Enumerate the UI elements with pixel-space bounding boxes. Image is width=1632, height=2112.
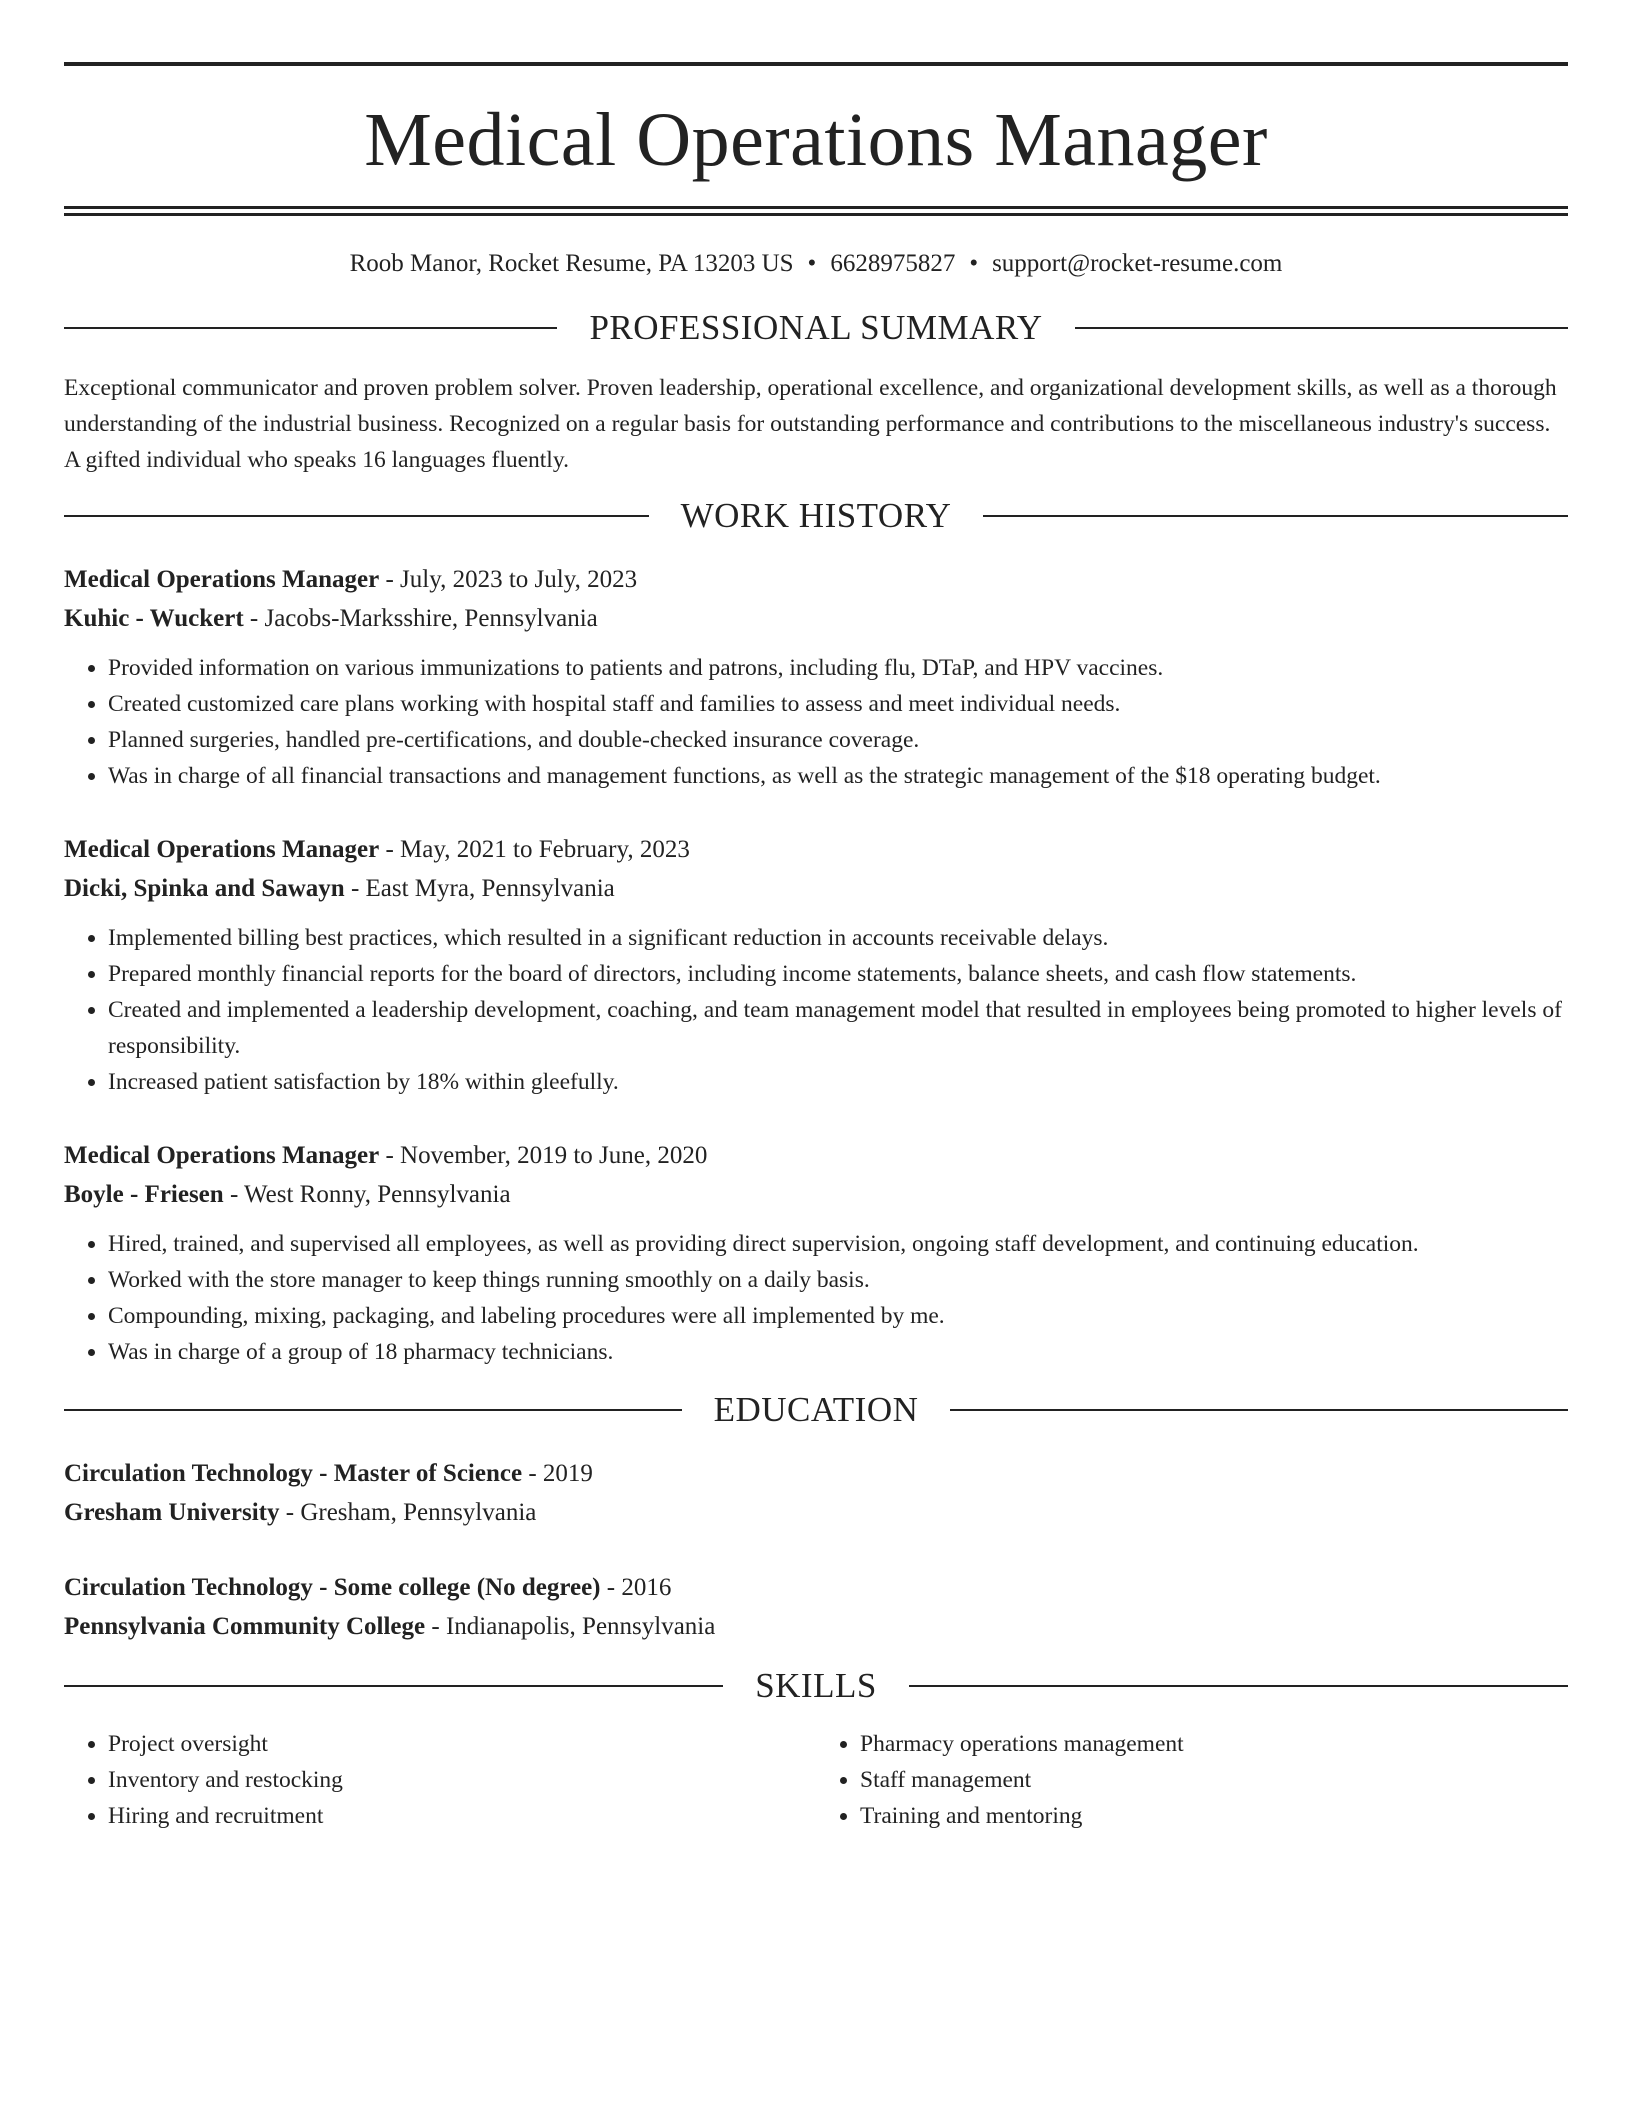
education-location: - Gresham, Pennsylvania — [279, 1499, 537, 1526]
heading-rule-right — [983, 515, 1568, 517]
skill-item: • Staff management — [860, 1762, 1568, 1798]
heading-rule-right — [1075, 327, 1568, 329]
job-bullet: • Worked with the store manager to keep things running smoothly on a daily basis. — [108, 1262, 1568, 1298]
education-degree-line — [64, 1454, 1568, 1493]
job-bullet: • Hired, trained, and supervised all employees, as well as providing direct supervision, ongoing staff development, and continuing education. — [108, 1226, 1568, 1262]
contact-phone: 6628975827 — [830, 250, 956, 277]
job-bullet: • Prepared monthly financial reports for the board of directors, including income statements, balance sheets, and cash flow statements. — [108, 956, 1568, 992]
heading-rule-left — [64, 1685, 723, 1687]
job-entry — [64, 560, 1568, 794]
contact-email: support@rocket-resume.com — [992, 250, 1283, 277]
job-entry — [64, 830, 1568, 1100]
heading-rule-left — [64, 515, 649, 517]
job-bullet: • Provided information on various immunizations to patients and patrons, including flu, DTaP, and HPV vaccines. — [108, 650, 1568, 686]
education-school: Gresham University — [64, 1499, 280, 1526]
summary-text: Exceptional communicator and proven problem solver. Proven leadership, operational excellence, and organizational development skills, as well as a thorough understanding of the industrial business. Recognized on a regular basis for outstanding performance and contributions to the miscellaneous industry's success. A gifted individual who speaks 16 languages fluently. — [64, 375, 1557, 473]
job-location: - Jacobs-Marksshire, Pennsylvania — [243, 605, 598, 632]
heading-rule-right — [909, 1685, 1568, 1687]
job-title: Medical Operations Manager — [64, 1142, 380, 1169]
header-double-rule — [64, 206, 1568, 216]
section-heading-skills — [64, 1666, 1568, 1706]
section-title-summary: PROFESSIONAL SUMMARY — [589, 308, 1043, 347]
education-degree: Circulation Technology - Master of Science — [64, 1460, 523, 1487]
job-dates: - November, 2019 to June, 2020 — [379, 1142, 708, 1169]
skills-bullets — [64, 1726, 816, 1834]
job-title: Medical Operations Manager — [64, 566, 380, 593]
job-bullet: • Created and implemented a leadership development, coaching, and team management model that resulted in employees being promoted to higher levels of responsibility. — [108, 992, 1568, 1064]
contact-line — [64, 250, 1568, 278]
education-school-line — [64, 1493, 1568, 1532]
section-heading-education — [64, 1390, 1568, 1430]
job-company: Boyle - Friesen — [64, 1181, 224, 1208]
job-title-line — [64, 830, 1568, 869]
job-bullets — [64, 1226, 1568, 1370]
education-degree: Circulation Technology - Some college (No degree) — [64, 1574, 601, 1601]
section-spacer — [64, 1370, 1568, 1390]
contact-address: Roob Manor, Rocket Resume, PA 13203 US — [349, 250, 794, 277]
job-bullet: • Planned surgeries, handled pre-certifications, and double-checked insurance coverage. — [108, 722, 1568, 758]
job-location: - West Ronny, Pennsylvania — [223, 1181, 511, 1208]
job-title-line — [64, 560, 1568, 599]
education-school-line — [64, 1607, 1568, 1646]
section-spacer — [64, 1646, 1568, 1666]
skill-item: • Hiring and recruitment — [108, 1798, 816, 1834]
heading-rule-left — [64, 327, 557, 329]
job-title-line — [64, 1136, 1568, 1175]
job-company: Kuhic - Wuckert — [64, 605, 244, 632]
education-degree-line — [64, 1568, 1568, 1607]
education-school: Pennsylvania Community College — [64, 1613, 426, 1640]
job-bullets — [64, 920, 1568, 1100]
job-title: Medical Operations Manager — [64, 836, 380, 863]
contact-separator: • — [969, 250, 979, 277]
education-location: - Indianapolis, Pennsylvania — [425, 1613, 716, 1640]
job-company-line — [64, 869, 1568, 908]
job-company-line — [64, 1175, 1568, 1214]
job-bullet: • Created customized care plans working with hospital staff and families to assess and meet individual needs. — [108, 686, 1568, 722]
job-bullets — [64, 650, 1568, 794]
job-bullet: • Was in charge of a group of 18 pharmacy technicians. — [108, 1334, 1568, 1370]
contact-separator: • — [807, 250, 817, 277]
heading-rule-right — [950, 1409, 1568, 1411]
skills-list — [64, 1726, 1568, 1834]
education-entry — [64, 1454, 1568, 1532]
job-bullet: • Compounding, mixing, packaging, and labeling procedures were all implemented by me. — [108, 1298, 1568, 1334]
job-company: Dicki, Spinka and Sawayn — [64, 875, 345, 902]
section-title-education: EDUCATION — [713, 1390, 919, 1429]
job-dates: - May, 2021 to February, 2023 — [379, 836, 690, 863]
candidate-name: Medical Operations Manager — [364, 98, 1268, 182]
section-heading-work-history — [64, 496, 1568, 536]
job-location: - East Myra, Pennsylvania — [344, 875, 615, 902]
skill-item: • Project oversight — [108, 1726, 816, 1762]
skills-column-right — [816, 1726, 1568, 1834]
education-year: - 2016 — [600, 1574, 672, 1601]
skills-column-left — [64, 1726, 816, 1834]
header-top-rule — [64, 62, 1568, 66]
job-entry — [64, 1136, 1568, 1370]
section-title-work-history: WORK HISTORY — [680, 496, 952, 535]
section-title-skills: SKILLS — [755, 1666, 877, 1705]
job-bullet: • Was in charge of all financial transactions and management functions, as well as the strategic management of the $18 operating budget. — [108, 758, 1568, 794]
skills-bullets — [816, 1726, 1568, 1834]
skill-item: • Pharmacy operations management — [860, 1726, 1568, 1762]
education-year: - 2019 — [522, 1460, 593, 1487]
skill-item: • Inventory and restocking — [108, 1762, 816, 1798]
education-entry — [64, 1568, 1568, 1646]
job-company-line — [64, 599, 1568, 638]
job-bullet: • Increased patient satisfaction by 18% within gleefully. — [108, 1064, 1568, 1100]
heading-rule-left — [64, 1409, 682, 1411]
job-dates: - July, 2023 to July, 2023 — [379, 566, 638, 593]
job-bullet: • Implemented billing best practices, which resulted in a significant reduction in accounts receivable delays. — [108, 920, 1568, 956]
skill-item: • Training and mentoring — [860, 1798, 1568, 1834]
section-heading-summary — [64, 308, 1568, 348]
